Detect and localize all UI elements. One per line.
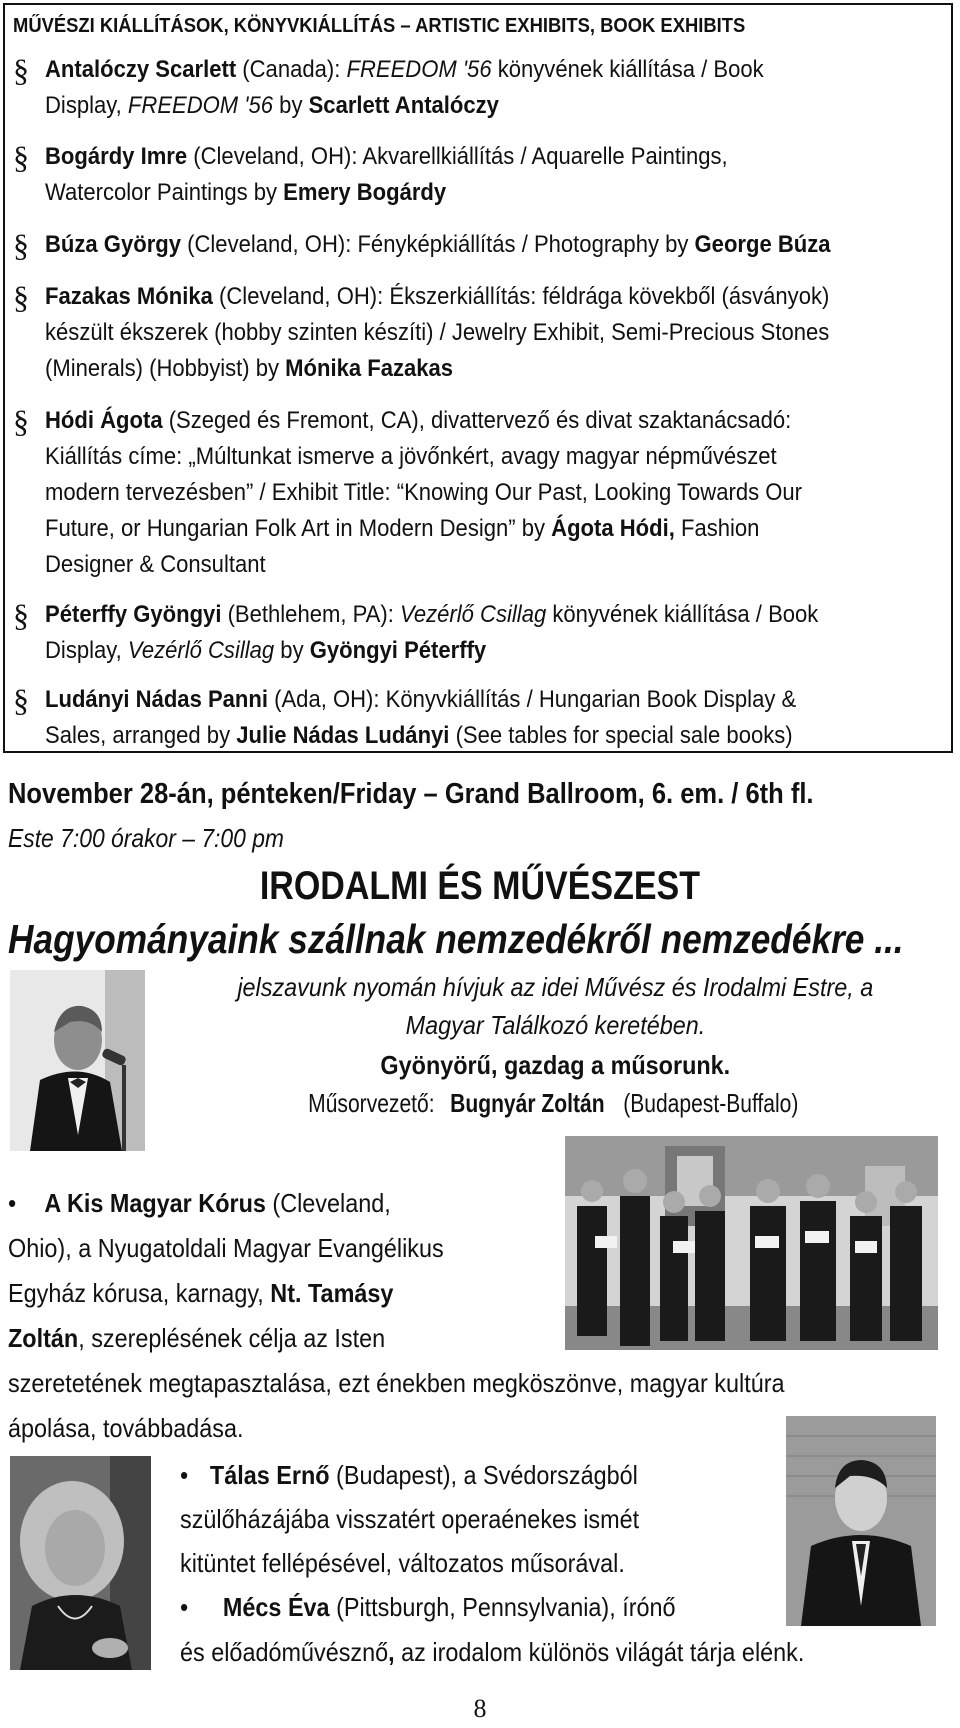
section-mark-icon: §: [13, 597, 29, 633]
exhibitor-name: Antalóczy Scarlett: [45, 56, 237, 83]
exhibit-item-ludanyi: § Ludányi Nádas Panni (Ada, OH): Könyvkiállítás / Hungarian Book Display & Sales, arranged by Julie Nádas Ludányi (See tables for special sale books): [13, 682, 797, 749]
exhibitor-name: Ludányi Nádas Panni: [45, 686, 269, 713]
talas-line-1: • Tálas Ernő (Budapest), a Svédországból: [180, 1453, 638, 1498]
event-motto: Hagyományaink szállnak nemzedékről nemzedékre ...: [8, 916, 904, 962]
section-mark-icon: §: [13, 139, 29, 175]
book-title: FREEDOM '56: [346, 56, 492, 83]
section-mark-icon: §: [13, 279, 29, 315]
exhibitor-name-en: George Búza: [694, 231, 831, 258]
bullet-icon: •: [8, 1188, 17, 1218]
section-mark-icon: §: [13, 403, 29, 439]
event-time: Este 7:00 órakor – 7:00 pm: [8, 823, 284, 853]
exhibits-heading: MŰVÉSZI KIÁLLÍTÁSOK, KÖNYVKIÁLLÍTÁS – ARTISTIC EXHIBITS, BOOK EXHIBITS: [13, 15, 746, 37]
intro-line-2: Magyar Találkozó keretében.: [405, 1010, 705, 1040]
exhibit-item-peterffy: § Péterffy Gyöngyi (Bethlehem, PA): Vezérlő Csillag könyvének kiállítása / Book Display, Vezérlő Csillag by Gyöngyi Péterffy: [13, 597, 819, 664]
exhibitor-name-en: Emery Bogárdy: [283, 179, 447, 206]
exhibit-item-hodi: § Hódi Ágota (Szeged és Fremont, CA), divattervező és divat szaktanácsadó: Kiállítás címe: „Múltunkat ismerve a jövőnkért, avagy magyar népművészet modern tervezésben” / Exhibit Title: “Knowing Our Past, Looking Towards Our Future, or Hungarian Folk Art in Modern Design” by Ágota Hódi, Fashion Designer & Consultant: [13, 403, 803, 578]
bullet-icon: •: [180, 1592, 189, 1622]
exhibitor-name-en: Julie Nádas Ludányi: [236, 722, 450, 749]
event-title: IRODALMI ÉS MŰVÉSZEST: [259, 864, 701, 908]
talas-erno-photo: [786, 1416, 936, 1626]
performer-name: Tálas Ernő: [209, 1460, 330, 1490]
host-line: Műsorvezető:Bugnyár Zoltán(Budapest-Buffalo): [308, 1088, 799, 1118]
choir-line-3: Egyház kórusa, karnagy, Nt. Tamásy: [8, 1278, 394, 1308]
event-date: November 28-án, pénteken/Friday – Grand Ballroom, 6. em. / 6th fl.: [8, 778, 814, 810]
exhibit-item-bogardy: § Bogárdy Imre (Cleveland, OH): Akvarellkiállítás / Aquarelle Paintings, Watercolor Paintings by Emery Bogárdy: [13, 139, 728, 206]
mecs-eva-photo: [10, 1456, 151, 1670]
page-number: 8: [473, 1694, 487, 1723]
talas-line-2: szülőházájába visszatért operaénekes ismét: [180, 1504, 640, 1534]
exhibitor-name: Hódi Ágota: [45, 407, 163, 434]
conductor-name: Nt. Tamásy: [270, 1278, 394, 1308]
section-mark-icon: §: [13, 682, 29, 718]
exhibitor-name: Bogárdy Imre: [45, 143, 188, 170]
mecs-line-1: • Mécs Éva (Pittsburgh, Pennsylvania), írónő: [180, 1585, 676, 1630]
talas-line-3: kitüntet fellépésével, változatos műsorával.: [180, 1548, 625, 1578]
book-title: Vezérlő Csillag: [399, 601, 547, 628]
intro-line-1: jelszavunk nyomán hívjuk az idei Művész és Irodalmi Estre, a: [237, 972, 873, 1002]
host-photo: [10, 970, 145, 1151]
program-note: Gyönyörű, gazdag a műsorunk.: [380, 1050, 730, 1080]
bullet-icon: •: [180, 1460, 189, 1490]
exhibit-item-buza: § Búza György (Cleveland, OH): Fényképkiállítás / Photography by George Búza: [13, 227, 831, 263]
exhibitor-name: Péterffy Gyöngyi: [45, 601, 222, 628]
section-mark-icon: §: [13, 227, 29, 263]
choir-line-6: ápolása, továbbadása.: [8, 1413, 244, 1443]
book-title: Vezérlő Csillag: [127, 637, 275, 664]
mecs-line-2: és előadóművésznő, az irodalom különös világát tárja elénk.: [180, 1637, 805, 1667]
exhibit-item-antaloczy: § Antalóczy Scarlett (Canada): FREEDOM '56 könyvének kiállítása / Book Display, FREEDOM '56 by Scarlett Antalóczy: [13, 52, 764, 119]
exhibit-item-fazakas: § Fazakas Mónika (Cleveland, OH): Ékszerkiállítás: féldrága kövekből (ásványok) készült ékszerek (hobby szinten készíti) / Jewelry Exhibit, Semi-Precious Stones (Minerals) (Hobbyist) by Mónika Fazakas: [13, 279, 830, 382]
choir-line-4: Zoltán, szereplésének célja az Isten: [8, 1323, 386, 1353]
performer-name: A Kis Magyar Kórus: [44, 1188, 266, 1218]
exhibitor-name-en: Gyöngyi Péterffy: [309, 637, 487, 664]
exhibitor-name-en: Scarlett Antalóczy: [308, 92, 499, 119]
exhibitor-name: Búza György: [45, 231, 182, 258]
section-mark-icon: §: [13, 52, 29, 88]
exhibitor-name: Fazakas Mónika: [45, 283, 213, 310]
choir-line-1: • A Kis Magyar Kórus (Cleveland,: [8, 1181, 391, 1226]
choir-line-5: szeretetének megtapasztalása, ezt énekben megköszönve, magyar kultúra: [8, 1368, 785, 1398]
performer-name: Mécs Éva: [222, 1592, 330, 1622]
book-title: FREEDOM '56: [127, 92, 274, 119]
host-name: Bugnyár Zoltán: [450, 1088, 606, 1118]
choir-photo: [565, 1136, 938, 1350]
exhibitor-name-en: Ágota Hódi,: [551, 515, 675, 542]
exhibitor-name-en: Mónika Fazakas: [285, 355, 454, 382]
conductor-name: Zoltán: [8, 1323, 79, 1353]
choir-line-2: Ohio), a Nyugatoldali Magyar Evangélikus: [8, 1233, 444, 1263]
exhibits-box: [3, 3, 953, 753]
